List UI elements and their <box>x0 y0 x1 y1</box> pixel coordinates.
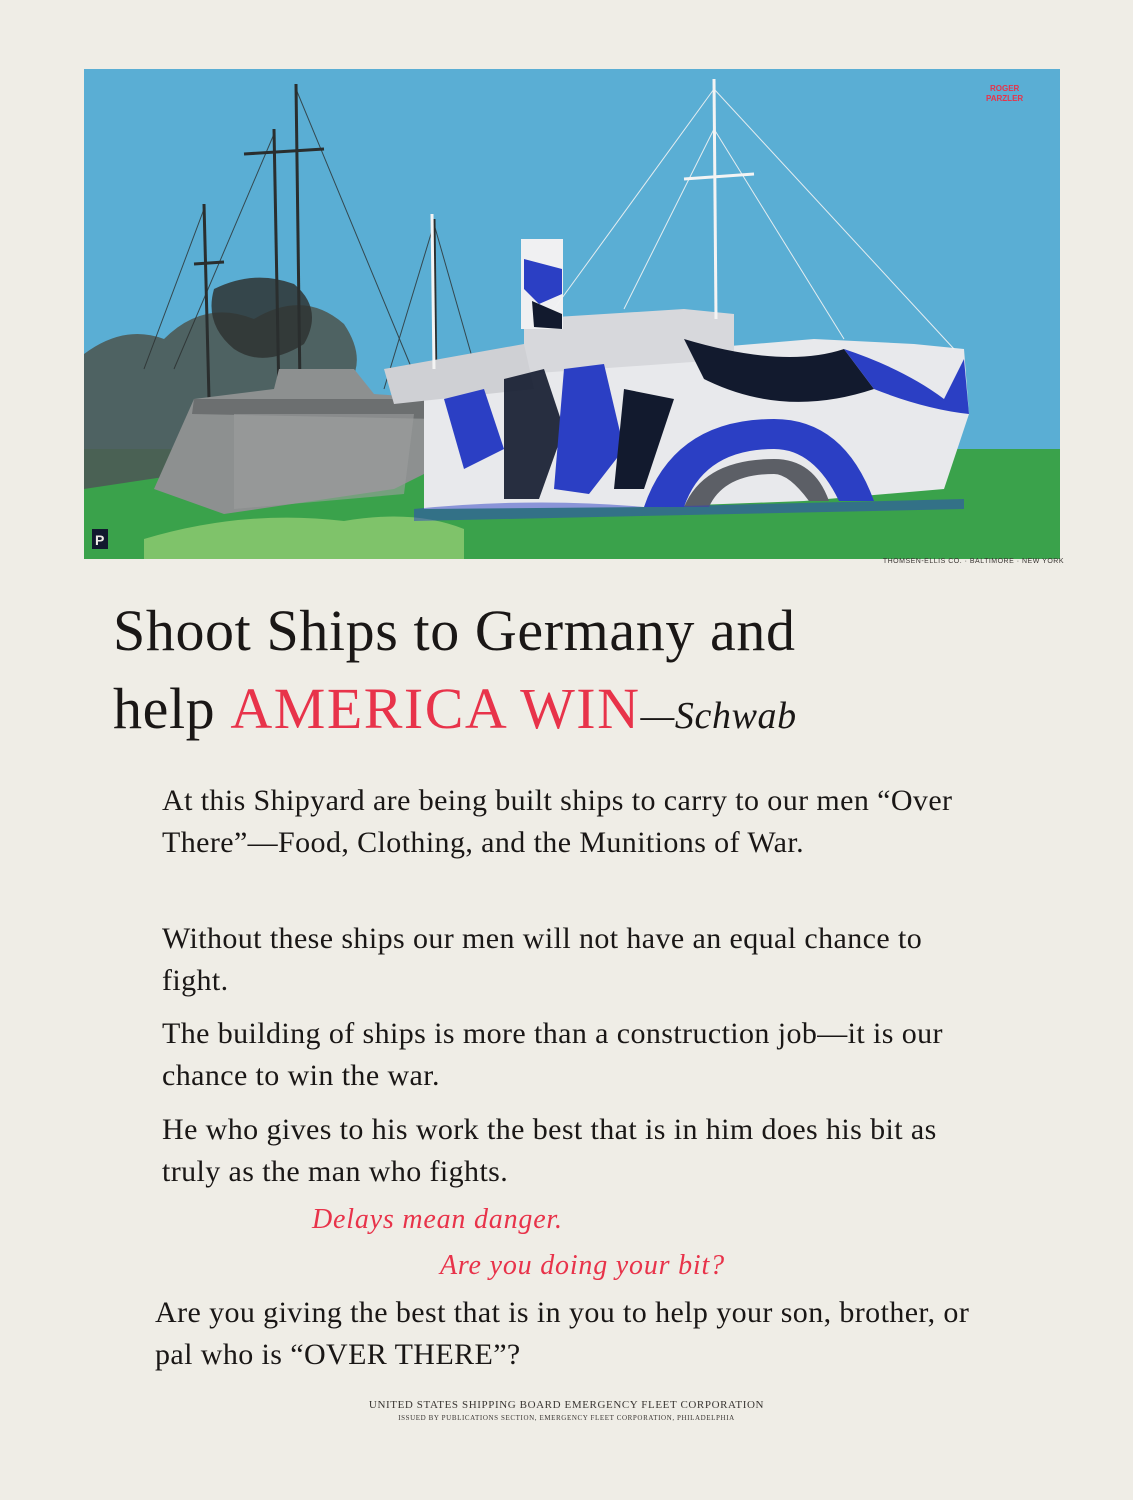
footer-issuer: UNITED STATES SHIPPING BOARD EMERGENCY FLEET CORPORATION <box>368 1399 765 1411</box>
paragraph-2: Without these ships our men will not have an equal chance to fight. <box>162 922 923 997</box>
paragraph-1: At this Shipyard are being built ships to carry to our men “Over There”—Food, Clothing, and the Munitions of War. <box>162 784 953 859</box>
paragraph-3: The building of ships is more than a construction job—it is our chance to win the war. <box>162 1017 943 1092</box>
headline-line-1: Shoot Ships to Germany and <box>113 598 796 663</box>
svg-text:P: P <box>95 532 105 548</box>
headline-prefix: help <box>113 676 231 741</box>
red-line-delays: Delays mean danger. <box>312 1204 563 1235</box>
ship-illustration <box>84 69 1060 559</box>
printer-credit: THOMSEN-ELLIS CO. · BALTIMORE · NEW YORK <box>882 558 1064 565</box>
svg-text:PARZLER: PARZLER <box>986 94 1024 103</box>
artist-signature: ROGER <box>990 84 1020 93</box>
headline-america-win: AMERICA WIN <box>230 676 641 741</box>
headline-line-2 <box>113 670 1033 755</box>
paragraph-4: He who gives to his work the best that is in him does his bit as truly as the man who fights. <box>162 1113 937 1188</box>
headline-attribution: —Schwab <box>640 695 797 737</box>
footer-publication: ISSUED BY PUBLICATIONS SECTION, EMERGENCY FLEET CORPORATION, PHILADELPHIA <box>398 1414 735 1422</box>
headline <box>113 592 1033 755</box>
paragraph-5: Are you giving the best that is in you to help your son, brother, or pal who is “OVER THERE”? <box>155 1296 970 1371</box>
red-line-doing-bit: Are you doing your bit? <box>440 1250 725 1281</box>
